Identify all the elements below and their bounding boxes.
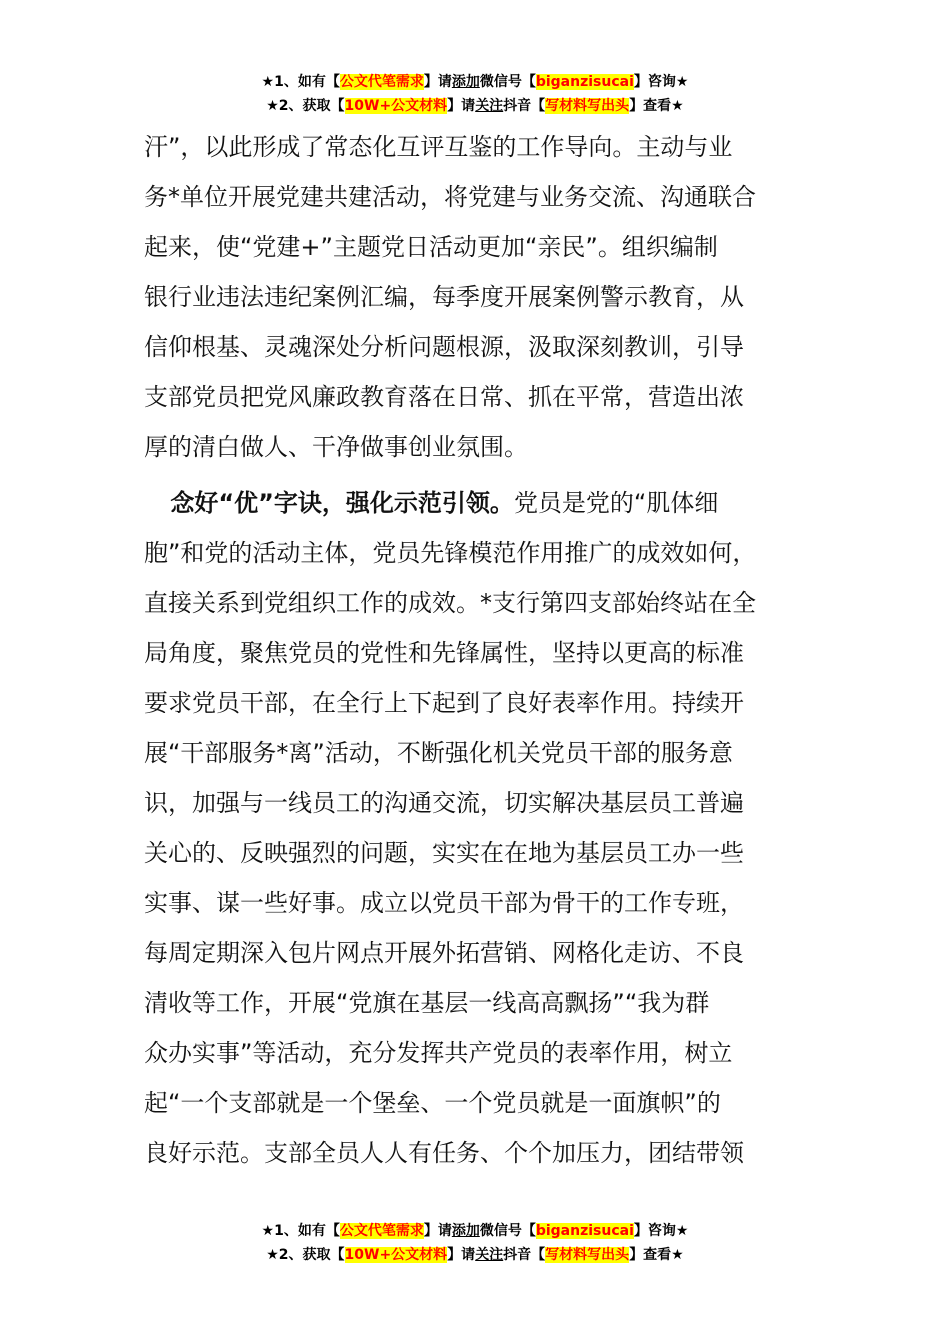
paragraph-line: 众办实事”等活动，充分发挥共产党员的表率作用，树立 <box>144 1039 733 1067</box>
paragraph-line: 直接关系到党组织工作的成效。*支行第四支部始终站在全 <box>144 589 756 617</box>
banner-follow-text: 关注 <box>475 98 504 114</box>
highlight-materials: 10W+公文材料 <box>344 1247 448 1263</box>
paragraph-line: 关心的、反映强烈的问题，实实在在地为基层员工办一些 <box>144 839 744 867</box>
banner-text: 抖音【 <box>503 98 546 114</box>
paragraph-line: 每周定期深入包片网点开展外拓营销、网格化走访、不良 <box>144 939 744 967</box>
footer-banner-line-2 <box>0 1243 950 1267</box>
banner-add-text: 添加 <box>451 1223 480 1239</box>
paragraph-line: 胞”和党的活动主体，党员先锋模范作用推广的成效如何， <box>144 539 757 567</box>
paragraph-line: 起来，使“党建+”主题党日活动更加“亲民”。组织编制 <box>144 233 718 261</box>
paragraph-lead-heading: 念好“优”字诀，强化示范引领。 <box>170 489 514 517</box>
paragraph-line: 支部党员把党风廉政教育落在日常、抓在平常，营造出浓 <box>144 383 744 411</box>
highlight-douyin-account: 写材料写出头 <box>545 1247 630 1263</box>
banner-text: 】咨询★ <box>633 74 689 90</box>
highlight-ghostwriting: 公文代笔需求 <box>339 1223 424 1239</box>
paragraph-2 <box>144 478 806 1178</box>
footer-banner-line-1 <box>0 1219 950 1243</box>
banner-text: 】请 <box>447 1247 476 1263</box>
banner-text: 】请 <box>423 1223 452 1239</box>
paragraph-line: 汗”，以此形成了常态化互评互鉴的工作导向。主动与业 <box>144 133 733 161</box>
banner-text: ★2、获取【 <box>266 98 345 114</box>
paragraph-line: 务*单位开展党建共建活动，将党建与业务交流、沟通联合 <box>144 183 756 211</box>
banner-text: 微信号【 <box>479 74 536 90</box>
footer-banner <box>0 1219 950 1267</box>
paragraph-line: 识，加强与一线员工的沟通交流，切实解决基层员工普遍 <box>144 789 744 817</box>
banner-text: 】请 <box>447 98 476 114</box>
paragraph-line: 局角度，聚焦党员的党性和先锋属性，坚持以更高的标准 <box>144 639 744 667</box>
banner-text: ★1、如有【 <box>261 1223 340 1239</box>
banner-text: 】咨询★ <box>633 1223 689 1239</box>
paragraph-line: 展“干部服务*离”活动，不断强化机关党员干部的服务意 <box>144 739 733 767</box>
banner-text: 】查看★ <box>629 1247 684 1263</box>
header-banner <box>0 70 950 118</box>
paragraph-1 <box>144 122 806 472</box>
paragraph-line: 要求党员干部，在全行上下起到了良好表率作用。持续开 <box>144 689 744 717</box>
banner-text: 抖音【 <box>503 1247 546 1263</box>
paragraph-first-line <box>144 478 806 528</box>
paragraph-line: 良好示范。支部全员人人有任务、个个加压力，团结带领 <box>144 1139 744 1167</box>
paragraph-line: 实事、谋一些好事。成立以党员干部为骨干的工作专班， <box>144 889 744 917</box>
banner-follow-text: 关注 <box>475 1247 504 1263</box>
paragraph-line: 信仰根基、灵魂深处分析问题根源，汲取深刻教训，引导 <box>144 333 744 361</box>
paragraph-line-rest: 党员是党的“肌体细 <box>513 489 719 517</box>
highlight-materials: 10W+公文材料 <box>344 98 448 114</box>
banner-text: ★2、获取【 <box>266 1247 345 1263</box>
paragraph-line: 清收等工作，开展“党旗在基层一线高高飘扬”“我为群 <box>144 989 710 1017</box>
header-banner-line-2 <box>0 94 950 118</box>
highlight-wechat-id: biganzisucai <box>535 74 634 90</box>
paragraph-line: 银行业违法违纪案例汇编，每季度开展案例警示教育，从 <box>144 283 744 311</box>
banner-text: 】查看★ <box>629 98 684 114</box>
paragraph-line: 厚的清白做人、干净做事创业氛围。 <box>144 433 528 461</box>
banner-add-text: 添加 <box>451 74 480 90</box>
banner-text: ★1、如有【 <box>261 74 340 90</box>
highlight-ghostwriting: 公文代笔需求 <box>339 74 424 90</box>
highlight-douyin-account: 写材料写出头 <box>545 98 630 114</box>
paragraph-line: 起“一个支部就是一个堡垒、一个党员就是一面旗帜”的 <box>144 1089 721 1117</box>
header-banner-line-1 <box>0 70 950 94</box>
banner-text: 】请 <box>423 74 452 90</box>
banner-text: 微信号【 <box>479 1223 536 1239</box>
highlight-wechat-id: biganzisucai <box>535 1223 634 1239</box>
